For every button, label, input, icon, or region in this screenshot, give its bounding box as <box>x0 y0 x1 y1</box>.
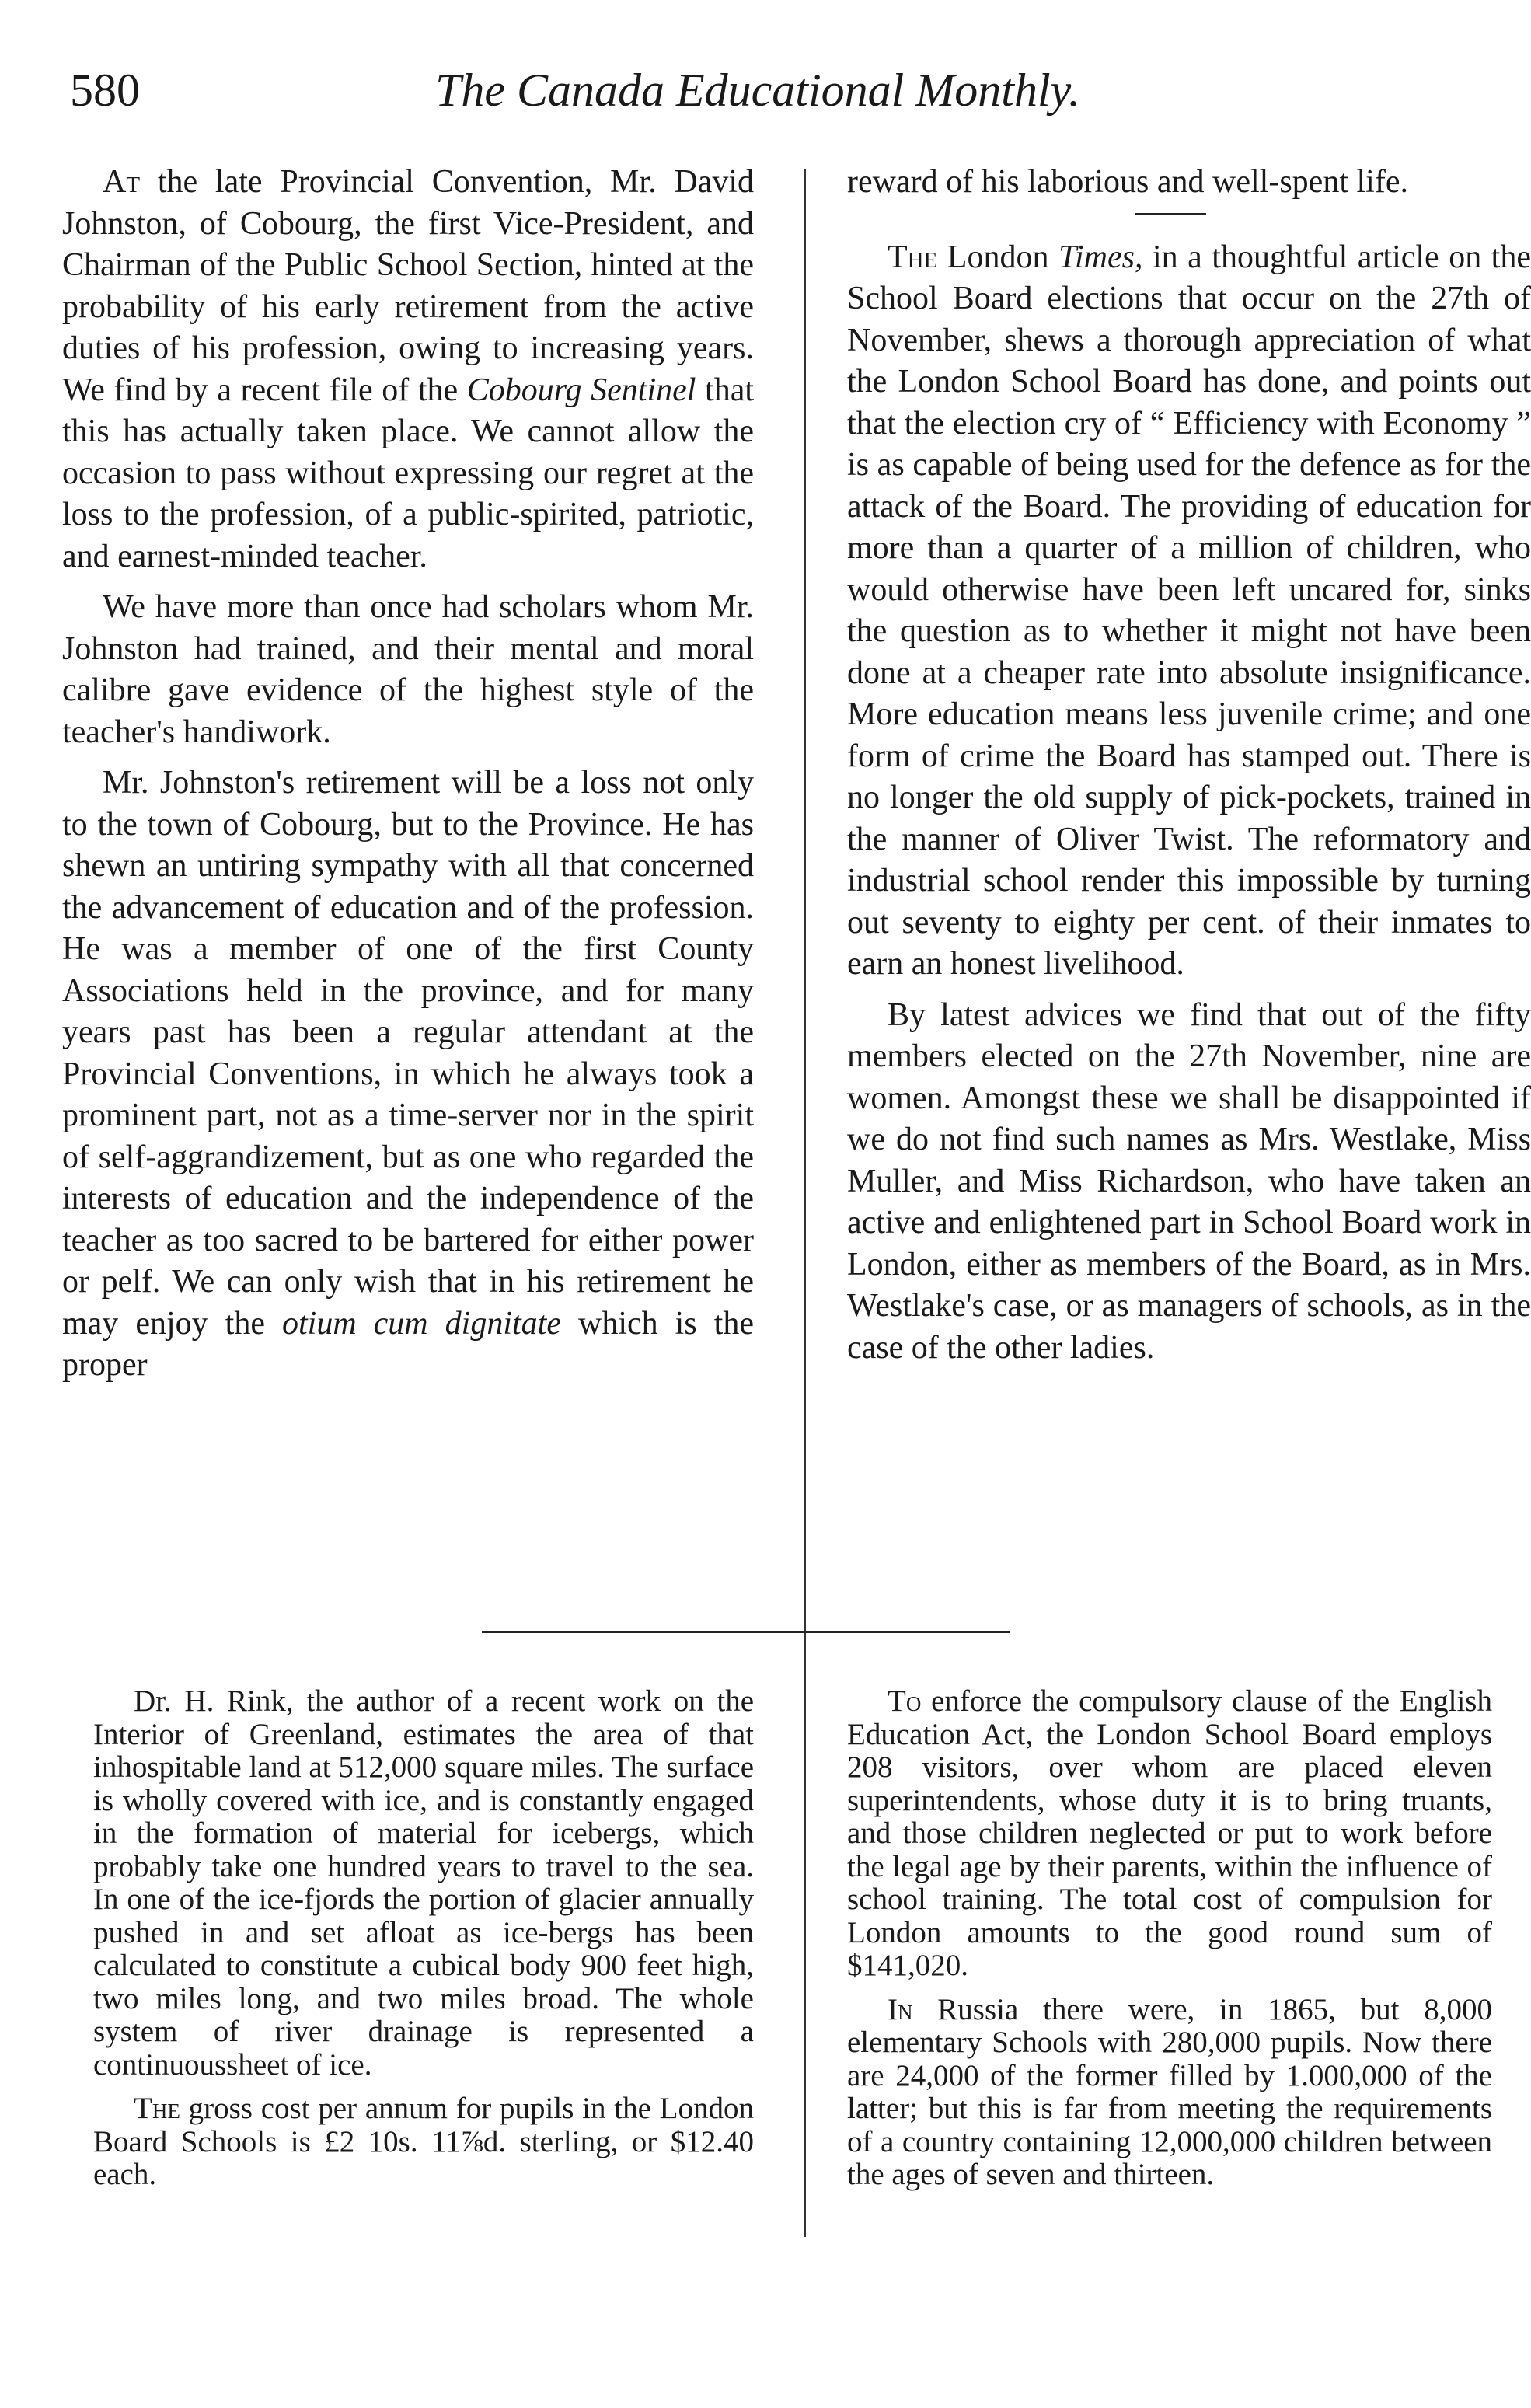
paragraph-greenland: Dr. H. Rink, the author of a recent work on the Interior of Greenland, estimates the area of that inhospitable land at 512,000 square miles. The surface is wholly covered with ice, and is constantly engaged in the formation of material for icebergs, which probably take one hundred years to travel to the sea. In one of the ice-fjords the portion of glacier annually pushed in and set afloat as ice-bergs has been calculated to constitute a cubical body 900 feet high, two miles long, and two miles broad. The whole system of river drainage is represented a continuoussheet of ice. <box>93 1684 754 2082</box>
paragraph-text: that this has actually taken place. We cannot allow the occasion to pass without expressing our regret at the loss to the profession, of a public-spirited, patriotic, and earnest-minded teacher. <box>62 372 755 574</box>
page-number: 580 <box>70 65 140 116</box>
small-caps-lead: The <box>134 2092 180 2125</box>
paragraph-gross-cost <box>93 2092 754 2192</box>
paragraph-text: Russia there were, in 1865, but 8,000 elementary Schools with 280,000 pupils. Now there are 24,000 of the former filled by 1.000,000 of the latter; but this is far from meeting the requirements of a country containing 12,000,000 children between the ages of seven and thirteen. <box>847 1992 1492 2191</box>
paragraph-compulsory-clause <box>847 1685 1492 1983</box>
running-title: The Canada Educational Monthly. <box>435 65 1080 116</box>
small-caps-lead: In <box>888 1992 913 2026</box>
bottom-right-column <box>847 1685 1492 2203</box>
paragraph-london-times <box>847 237 1531 986</box>
paragraph-scholars: We have more than once had scholars whom Mr. Johnston had trained, and their mental and moral calibre gave evidence of the highest style of the teacher's handiwork. <box>62 589 754 750</box>
left-column <box>62 162 754 1396</box>
bottom-left-column <box>93 1685 754 2203</box>
small-caps-lead: The <box>888 239 938 275</box>
bottom-column-divider <box>804 1701 806 2237</box>
paragraph-text: Mr. Johnston's retirement will be a loss not only to the town of Cobourg, but to the Province. He has shewn an untiring sympathy with all that concerned the advancement of education and of the profession. He was a member of one of the first County Associations held in the province, and for many years past has been a regular attendant at the Provincial Conventions, in which he always took a prominent part, not as a time-server nor in the spirit of self-aggrandizement, but as one who regarded the interests of education and the independence of the teacher as too sacred to be bartered for either power or pelf. We can only wish that in his retirement he may enjoy the <box>62 765 754 1342</box>
paragraph-text: the late Provincial Convention, Mr. David Johnston, of Cobourg, the first Vice-President, and Chairman of the Public School Section, hinted at the probability of his early retirement from the active duties of his profession, owing to increasing years. We find by a recent file of the <box>62 164 754 408</box>
column-divider <box>804 169 806 1732</box>
top-section <box>62 162 1531 1584</box>
paragraph-text: in a thoughtful article on the School Board elections that occur on the 27th of November, shews a thorough appreciation of what the London School Board has done, and points out that the election cry of “ Efficiency with Economy ” is as capable of being used for the defence as for the attack of the Board. The providing of education for more than a quarter of a million of children, who would otherwise have been left uncared for, sinks the question as to whether it might not have been done at a cheaper rate into absolute insignificance. More education means less juvenile crime; and one form of crime the Board has stamped out. There is no longer the old supply of pick-pockets, trained in the manner of Oliver Twist. The reformatory and industrial school render this impossible by turning out seventy to eighty per cent. of their inmates to earn an honest livelihood. <box>847 239 1531 982</box>
paragraph-retirement <box>62 763 754 1387</box>
short-divider <box>1135 213 1206 215</box>
paragraph-members-elected: By latest advices we find that out of the fifty members elected on the 27th November, nine are women. Amongst these we shall be disappointed if we do not find such names as Mrs. Westlake, Miss Muller, and Miss Richardson, who have taken an active and enlightened part in School Board work in London, either as members of the Board, as in Mrs. Westlake's case, or as managers of schools, as in the case of the other ladies. <box>847 996 1531 1366</box>
italic-newspaper-name: Cobourg Sentinel <box>466 372 696 408</box>
small-caps-lead: To <box>888 1684 922 1718</box>
paragraph-convention <box>62 162 754 578</box>
paragraph-text: which is the proper <box>62 1305 754 1383</box>
italic-newspaper-name: Times, <box>1058 239 1143 275</box>
section-divider <box>482 1631 1010 1633</box>
paragraph-continuation: reward of his laborious and well-spent life. <box>847 164 1408 200</box>
bottom-section <box>62 1685 1492 2369</box>
paragraph-text: enforce the compulsory clause of the English Education Act, the London School Board employs 208 visitors, over whom are placed eleven superintendents, whose duty it is to bring truants, and those children neglected or put to work before the legal age by their parents, within the influence of school training. The total cost of compulsion for London amounts to the good round sum of $141,020. <box>847 1684 1492 1982</box>
paragraph-russia <box>847 1994 1492 2192</box>
small-caps-lead: At <box>103 164 141 200</box>
italic-latin-phrase: otium cum dignitate <box>281 1305 561 1342</box>
page-header <box>62 64 1119 134</box>
paragraph-text: gross cost per annum for pupils in the London Board Schools is £2 10s. 11⅞d. sterling, or $12.40 each. <box>93 2092 754 2191</box>
paragraph-text: London <box>937 239 1058 275</box>
right-column <box>847 162 1531 1378</box>
